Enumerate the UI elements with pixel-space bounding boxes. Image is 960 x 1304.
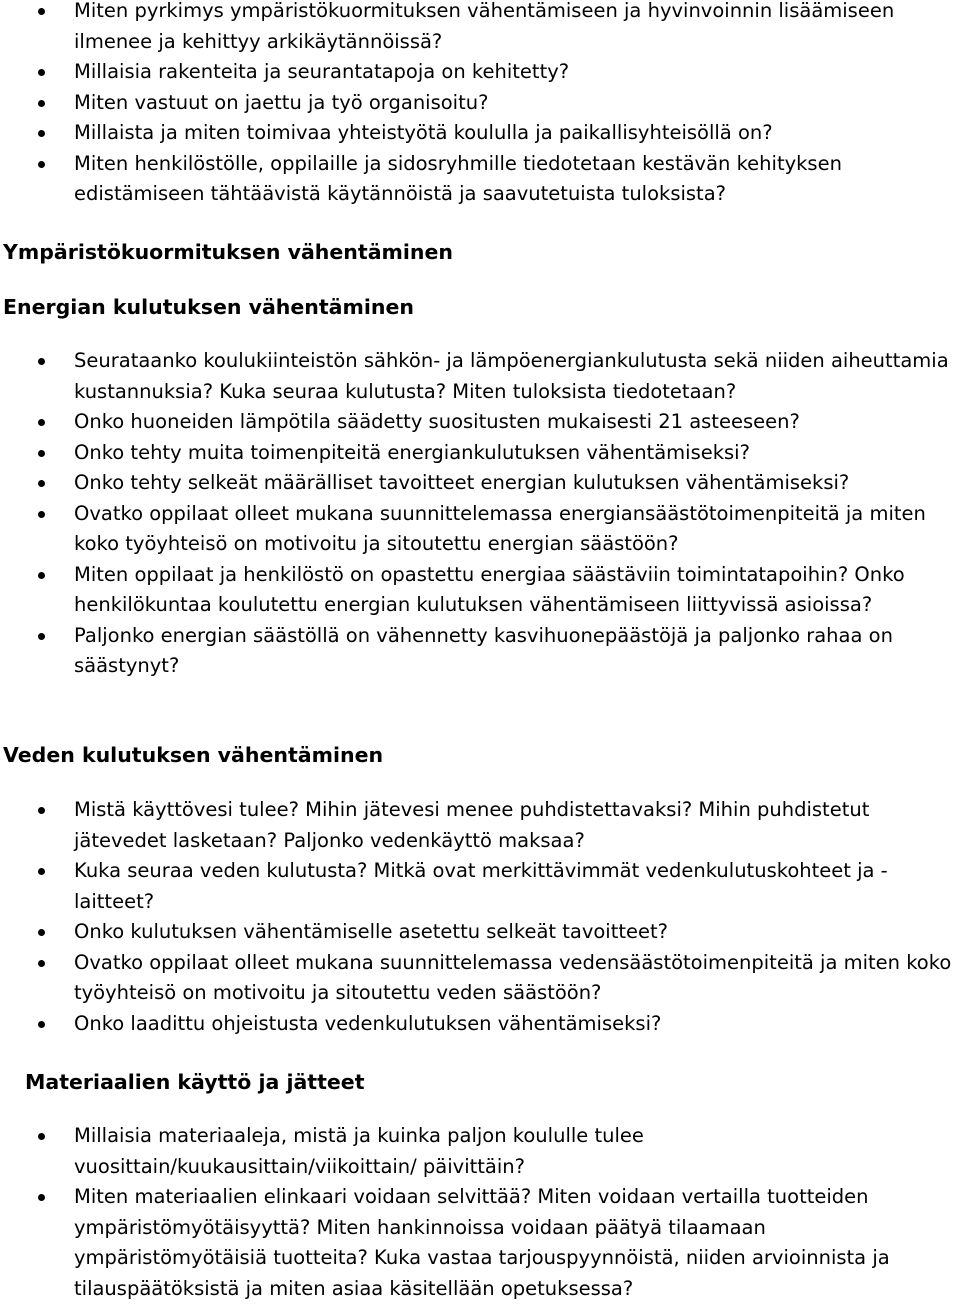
bullet-icon xyxy=(38,572,45,579)
bullet-icon xyxy=(38,8,45,15)
list-item xyxy=(0,1182,960,1304)
list-item-text: Mistä käyttövesi tulee? Mihin jätevesi menee puhdistettavaksi? Mihin puhdistetut jätevedet lasketaan? Paljonko vedenkäyttö maksaa? xyxy=(74,798,870,852)
subsection-heading-materials: Materiaalien käyttö ja jätteet xyxy=(25,1070,365,1094)
bullet-icon xyxy=(38,161,45,168)
list-item-text: Miten vastuut on jaettu ja työ organisoitu? xyxy=(74,90,489,114)
section-heading-main: Ympäristökuormituksen vähentäminen xyxy=(3,240,454,264)
list-item xyxy=(0,88,960,119)
bullet-icon xyxy=(38,511,45,518)
list-item xyxy=(0,118,960,149)
bullet-icon xyxy=(38,69,45,76)
list-item-text: Millaisia rakenteita ja seurantatapoja on kehitetty? xyxy=(74,60,570,83)
list-item xyxy=(0,346,960,407)
list-item xyxy=(0,917,960,948)
list-item xyxy=(0,149,960,210)
bullet-icon xyxy=(38,1194,45,1201)
list-item xyxy=(0,499,960,560)
list-item-text: Onko huoneiden lämpötila säädetty suositusten mukaisesti 21 asteeseen? xyxy=(74,410,800,433)
bullet-icon xyxy=(38,960,45,967)
materials-question-list xyxy=(0,1121,960,1304)
list-item-text: Onko tehty muita toimenpiteitä energiankulutuksen vähentämiseksi? xyxy=(74,440,750,464)
list-item-text: Miten oppilaat ja henkilöstö on opastettu energiaa säästäviin toimintatapoihin? Onko henkilökuntaa koulutettu energian kulutuksen vähentämiseen liittyvissä asioissa? xyxy=(74,562,905,616)
list-item xyxy=(0,621,960,682)
list-item-text: Millaista ja miten toimivaa yhteistyötä koululla ja paikallisyhteisöllä on? xyxy=(74,121,773,144)
list-item xyxy=(0,468,960,499)
list-item xyxy=(0,948,960,1009)
list-item xyxy=(0,1009,960,1040)
energy-question-list xyxy=(0,346,960,682)
bullet-icon xyxy=(38,419,45,426)
list-item xyxy=(0,856,960,917)
list-item xyxy=(0,795,960,856)
list-item xyxy=(0,57,960,88)
list-item xyxy=(0,560,960,621)
list-item xyxy=(0,1121,960,1182)
bullet-icon xyxy=(38,480,45,487)
list-item-text: Onko laadittu ohjeistusta vedenkulutuksen vähentämiseksi? xyxy=(74,1011,662,1035)
list-item-text: Seurataanko koulukiinteistön sähkön- ja lämpöenergiankulutusta sekä niiden aiheuttamia kustannuksia? Kuka seuraa kulutusta? Miten tuloksista tiedotetaan? xyxy=(74,349,949,403)
list-item-text: Paljonko energian säästöllä on vähennetty kasvihuonepäästöjä ja paljonko rahaa on säästynyt? xyxy=(74,623,893,677)
list-item-text: Ovatko oppilaat olleet mukana suunnittelemassa energiansäästötoimenpiteitä ja miten koko työyhteisö on motivoitu ja sitoutettu energian säästöön? xyxy=(74,501,926,555)
bullet-icon xyxy=(38,130,45,137)
bullet-icon xyxy=(38,929,45,936)
list-item xyxy=(0,0,960,57)
list-item xyxy=(0,407,960,438)
bullet-icon xyxy=(38,807,45,814)
list-item-text: Miten henkilöstölle, oppilaille ja sidosryhmille tiedotetaan kestävän kehityksen edistämiseen tähtäävistä käytännöistä ja saavutetuista tuloksista? xyxy=(74,151,842,205)
bullet-icon xyxy=(38,1133,45,1140)
list-item-text: Kuka seuraa veden kulutusta? Mitkä ovat merkittävimmät vedenkulutuskohteet ja -laitteet? xyxy=(74,859,888,913)
list-item-text: Miten pyrkimys ympäristökuormituksen vähentämiseen ja hyvinvoinnin lisäämiseen ilmenee ja kehittyy arkikäytännöissä? xyxy=(74,0,895,53)
subsection-heading-water: Veden kulutuksen vähentäminen xyxy=(3,743,384,767)
list-item-text: Onko tehty selkeät määrälliset tavoitteet energian kulutuksen vähentämiseksi? xyxy=(74,471,850,494)
bullet-icon xyxy=(38,450,45,457)
list-item-text: Ovatko oppilaat olleet mukana suunnittelemassa vedensäästötoimenpiteitä ja miten koko työyhteisö on motivoitu ja sitoutettu veden säästöön? xyxy=(74,950,952,1004)
intro-question-list xyxy=(0,0,960,210)
list-item-text: Millaisia materiaaleja, mistä ja kuinka paljon koululle tulee vuosittain/kuukausittain/viikoittain/ päivittäin? xyxy=(74,1124,644,1178)
list-item-text: Miten materiaalien elinkaari voidaan selvittää? Miten voidaan vertailla tuotteiden ympäristömyötäisyyttä? Miten hankinnoissa voidaan päätyä tilaamaan ympäristömyötäisiä tuotteita? Kuka vastaa tarjouspyynnöistä, niiden arvioinnista ja tilauspäätöksistä ja miten asiaa käsitellään opetuksessa? xyxy=(74,1185,890,1300)
bullet-icon xyxy=(38,633,45,640)
bullet-icon xyxy=(38,100,45,107)
list-item xyxy=(0,438,960,469)
bullet-icon xyxy=(38,1021,45,1028)
bullet-icon xyxy=(38,358,45,365)
subsection-heading-energy: Energian kulutuksen vähentäminen xyxy=(3,295,414,319)
water-question-list xyxy=(0,795,960,1039)
list-item-text: Onko kulutuksen vähentämiselle asetettu selkeät tavoitteet? xyxy=(74,920,668,943)
bullet-icon xyxy=(38,868,45,875)
